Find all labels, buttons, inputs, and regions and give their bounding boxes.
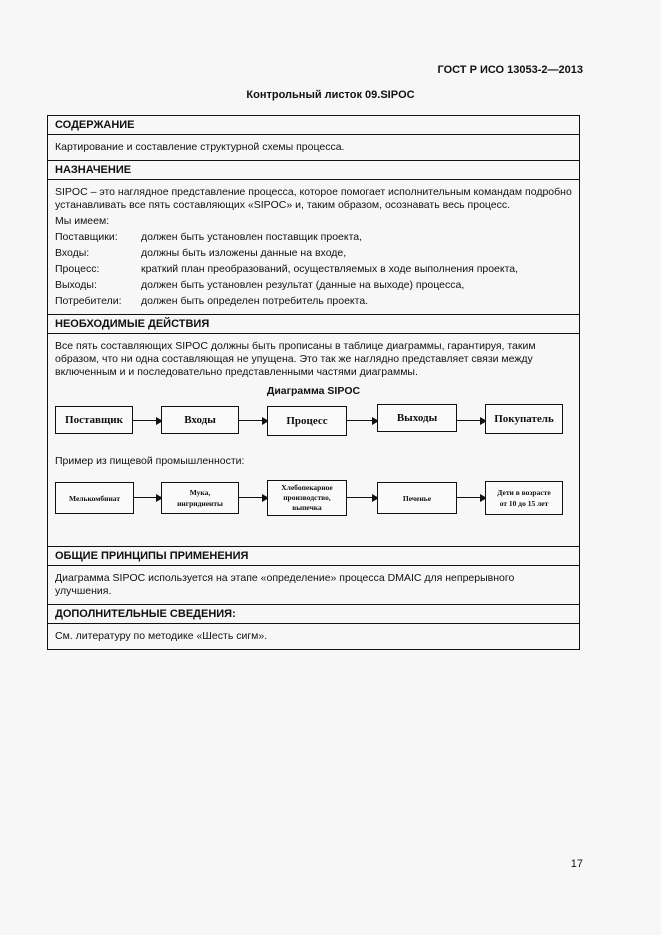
definition-desc: должен быть установлен результат (данные на выходе) процесса, xyxy=(141,279,465,291)
purpose-intro: SIPOC – это наглядное представление процесса, которое помогает исполнительным командам подробно устанавливать все пять составляющих «SIPOC» и, таким образом, осознавать весь процесс. xyxy=(55,186,572,211)
example-box-process: Хлебопекарное производство, выпечка xyxy=(267,480,347,516)
principles-text: Диаграмма SIPOC используется на этапе «определение» процесса DMAIC для непрерывного улучшения. xyxy=(55,572,515,597)
flow-arrow xyxy=(239,497,267,498)
checklist-table xyxy=(47,115,580,650)
actions-text: Все пять составляющих SIPOC должны быть прописаны в таблице диаграммы, гарантируя, таким образом, что ни одна составляющая не упущена. Это так же наглядно представляет связи между включенным и и последовательно представленными частями диаграммы. xyxy=(55,340,536,378)
definition-row xyxy=(55,279,572,292)
content-text: Картирование и составление структурной схемы процесса. xyxy=(55,141,345,153)
sipoc-box-supplier: Поставщик xyxy=(55,406,133,434)
definition-desc: краткий план преобразований, осуществляемых в ходе выполнения проекта, xyxy=(141,263,519,275)
example-diagram xyxy=(55,480,572,524)
example-box-customer: Дети в возрасте от 10 до 15 лет xyxy=(485,481,563,515)
flow-arrow xyxy=(134,497,161,498)
sipoc-diagram xyxy=(55,403,572,443)
definition-term: Входы: xyxy=(55,247,90,259)
definition-desc: должен быть определен потребитель проекта. xyxy=(141,295,369,307)
page-number: 17 xyxy=(570,858,583,870)
flow-arrow xyxy=(457,420,485,421)
definition-desc: должны быть изложены данные на входе, xyxy=(141,247,347,259)
sipoc-diagram-title: Диаграмма SIPOC xyxy=(266,385,361,397)
extra-text: См. литературу по методике «Шесть сигм». xyxy=(55,630,268,642)
definition-row xyxy=(55,231,572,244)
actions-section xyxy=(48,315,579,547)
example-box-inputs: Мука, ингридиенты xyxy=(161,482,239,514)
definition-term: Процесс: xyxy=(55,263,100,275)
we-have-label: Мы имеем: xyxy=(55,215,110,227)
sipoc-box-process: Процесс xyxy=(267,406,347,436)
checklist-title: Контрольный листок 09.SIPOC xyxy=(246,89,415,101)
sipoc-box-inputs: Входы xyxy=(161,406,239,434)
definition-term: Потребители: xyxy=(55,295,122,307)
flow-arrow xyxy=(457,497,485,498)
definition-term: Поставщики: xyxy=(55,231,118,243)
definition-desc: должен быть установлен поставщик проекта, xyxy=(141,231,363,243)
actions-heading: НЕОБХОДИМЫЕ ДЕЙСТВИЯ xyxy=(48,317,579,334)
extra-section xyxy=(48,605,579,649)
flow-arrow xyxy=(133,420,161,421)
document-id: ГОСТ Р ИСО 13053-2—2013 xyxy=(437,64,583,76)
definition-row xyxy=(55,295,572,308)
sipoc-box-outputs: Выходы xyxy=(377,404,457,432)
extra-heading: ДОПОЛНИТЕЛЬНЫЕ СВЕДЕНИЯ: xyxy=(48,607,579,624)
sipoc-box-customer: Покупатель xyxy=(485,404,563,434)
purpose-heading: НАЗНАЧЕНИЕ xyxy=(48,163,579,180)
flow-arrow xyxy=(347,497,377,498)
example-label: Пример из пищевой промышленности: xyxy=(55,455,245,467)
principles-section xyxy=(48,547,579,605)
definition-row xyxy=(55,247,572,260)
flow-arrow xyxy=(347,420,377,421)
definition-row xyxy=(55,263,572,276)
principles-heading: ОБЩИЕ ПРИНЦИПЫ ПРИМЕНЕНИЯ xyxy=(48,549,579,566)
purpose-section xyxy=(48,161,579,315)
example-box-supplier: Мелькомбинат xyxy=(55,482,134,514)
content-heading: СОДЕРЖАНИЕ xyxy=(48,118,579,135)
flow-arrow xyxy=(239,420,267,421)
example-box-outputs: Печенье xyxy=(377,482,457,514)
content-section xyxy=(48,116,579,161)
definition-term: Выходы: xyxy=(55,279,97,291)
